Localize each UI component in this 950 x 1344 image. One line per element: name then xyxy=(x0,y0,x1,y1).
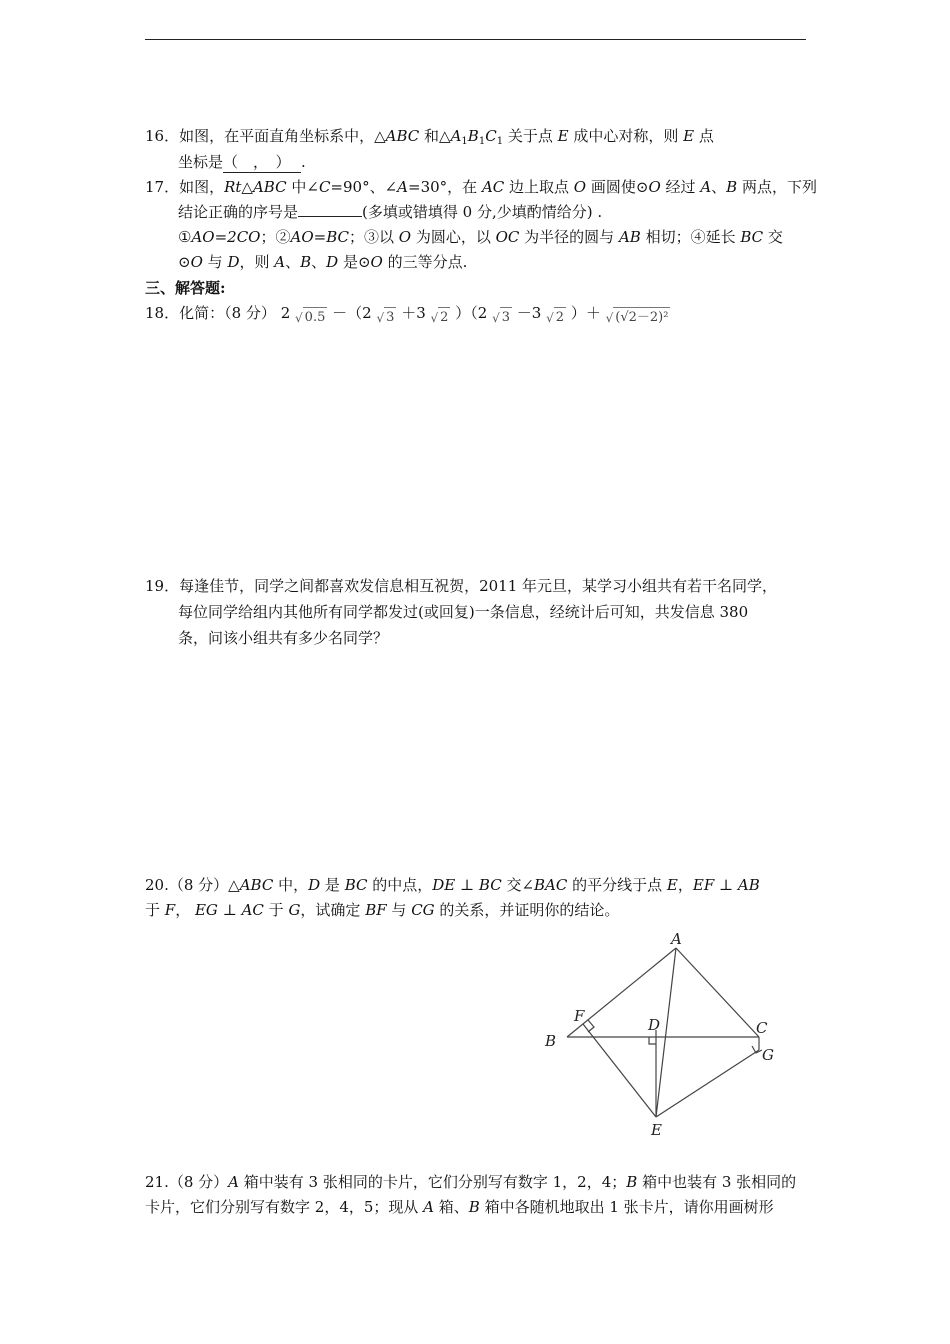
segment-AC xyxy=(676,948,759,1037)
right-angle-D xyxy=(649,1037,656,1044)
question-17-line-1: 17．如图，Rt△ABC 中∠C=90°、∠A=30°，在 AC 边上取点 O 画圆使⊙O 经过 A、B 两点，下列 xyxy=(145,178,817,196)
section-heading: 三、解答题: xyxy=(145,279,226,297)
question-20-line-2: 于 F， EG ⊥ AC 于 G，试确定 BF 与 CG 的关系，并证明你的结论。 xyxy=(145,901,620,919)
sqrt-2-b: 2 xyxy=(554,307,566,328)
question-17-line-3: ①AO=2CO；②AO=BC；③以 O 为圆心，以 OC 为半径的圆与 AB 相切；④延长 BC 交 xyxy=(178,228,783,246)
segment-GE xyxy=(656,1050,759,1117)
question-19-line-3: 条，问该小组共有多少名同学？ xyxy=(178,629,389,647)
question-21-line-1: 21.（8 分）A 箱中装有 3 张相同的卡片，它们分别写有数字 1，2，4；B 箱中也装有 3 张相同的 xyxy=(145,1173,797,1191)
geometry-figure xyxy=(528,926,788,1141)
answer-blank-16: （ ， ） xyxy=(223,152,301,173)
label-F: F xyxy=(574,1007,585,1025)
answer-blank-17 xyxy=(298,216,362,217)
question-17-line-2: 结论正确的序号是 (多填或错填得 0 分,少填酌情给分) . xyxy=(178,203,603,221)
segment-FE xyxy=(583,1024,656,1117)
right-angle-F xyxy=(588,1020,594,1032)
sqrt-0-5: 0.5 xyxy=(303,307,328,328)
right-angle-G xyxy=(752,1046,762,1053)
sqrt-3: 3 xyxy=(384,307,396,328)
label-G: G xyxy=(762,1046,774,1064)
question-16-line-2: 坐标是（ ， ） . xyxy=(178,153,306,171)
label-D: D xyxy=(648,1016,661,1034)
question-16-line-1: 16．如图，在平面直角坐标系中，△ABC 和$\triangle A_1B_1C_1$ 关于点 E 成中心对称，则 E 点 xyxy=(145,127,714,147)
header-rule xyxy=(145,39,806,40)
question-18: 18．化简：（8 分） 2 $_√$ 0.5 －（2 $_√$ 3 ＋3 $_√$ 2 ）（2 $_√$ 3 －3 $_√$ 2 ）＋ $_√$ (√2－2)² xyxy=(145,303,670,325)
question-21-line-2: 卡片，它们分别写有数字 2，4，5；现从 A 箱、B 箱中各随机地取出 1 张卡片，请你用画树形 xyxy=(145,1198,774,1216)
sqrt-3-b: 3 xyxy=(500,307,512,328)
label-E: E xyxy=(651,1121,662,1139)
question-19-line-2: 每位同学给组内其他所有同学都发过(或回复)一条信息，经统计后可知，共发信息 380 xyxy=(178,603,749,621)
label-A: A xyxy=(671,930,682,948)
label-B: B xyxy=(545,1032,557,1050)
question-17-line-4: ⊙O 与 D，则 A、B、D 是⊙O 的三等分点. xyxy=(178,253,468,271)
label-C: C xyxy=(756,1019,768,1037)
question-20-line-1: 20.（8 分）△ABC 中，D 是 BC 的中点，DE ⊥ BC 交∠BAC 的平分线于点 E，EF ⊥ AB xyxy=(145,876,760,894)
sqrt-expression: (√2－2)² xyxy=(613,307,670,328)
sqrt-2: 2 xyxy=(438,307,450,328)
question-19-line-1: 19．每逢佳节，同学之间都喜欢发信息相互祝贺，2011 年元旦，某学习小组共有若干名同学， xyxy=(145,577,778,595)
